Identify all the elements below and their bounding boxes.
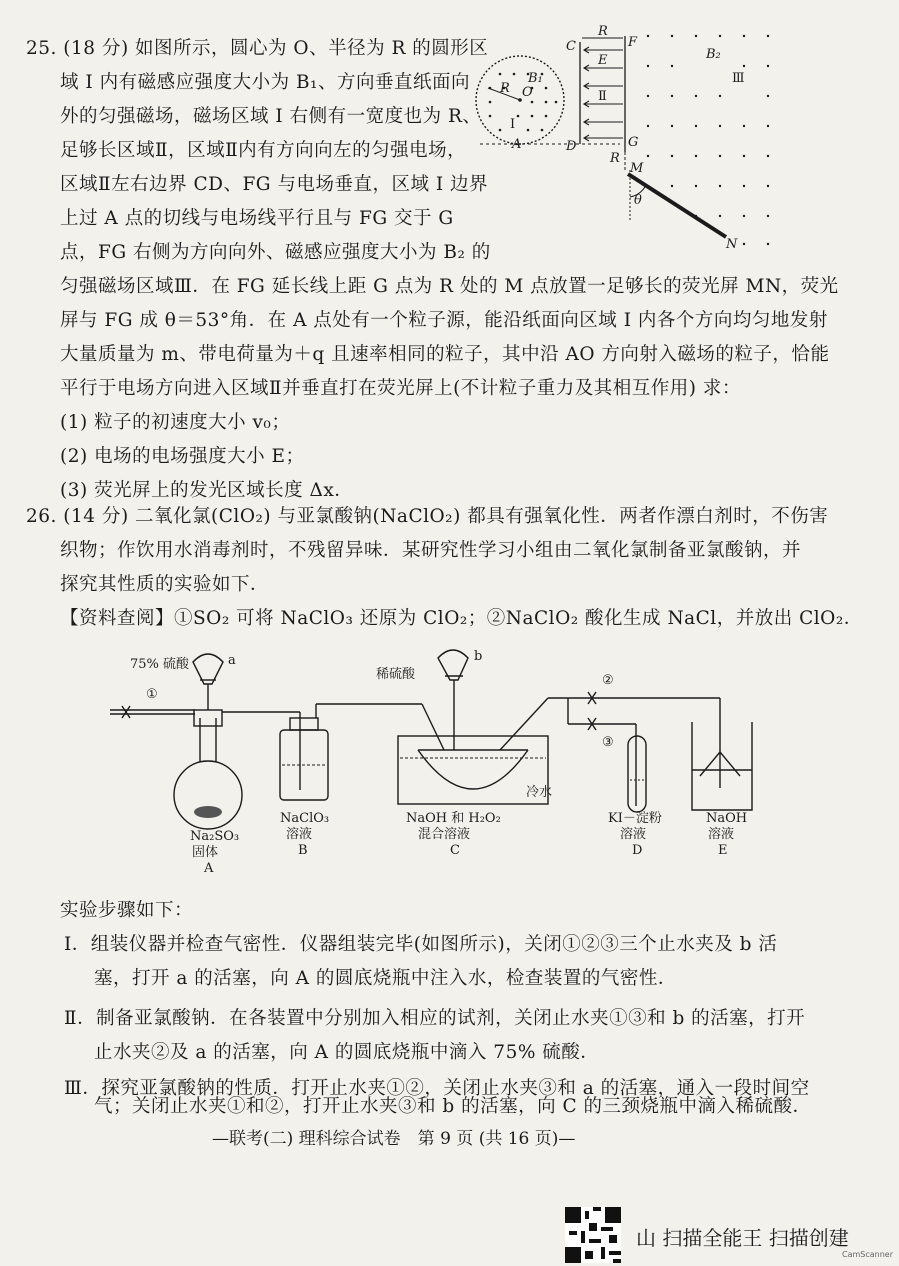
scanner-small: CamScanner <box>842 1250 894 1259</box>
step-line: Ⅱ．制备亚氯酸钠．在各装置中分别加入相应的试剂，关闭止水夹①③和 b 的活塞，打开 <box>64 1008 806 1029</box>
svg-text:F: F <box>628 35 638 50</box>
region-i-field-dots <box>489 73 558 132</box>
q25-line: 域 I 内有磁感应强度大小为 B₁、方向垂直纸面向 <box>60 72 470 93</box>
svg-text:冷水: 冷水 <box>526 785 553 800</box>
q26-line: 织物；作饮用水消毒剂时，不残留异味．某研究性学习小组由二氧化氯制备亚氯酸钠，并 <box>60 540 802 561</box>
svg-text:O: O <box>522 85 533 100</box>
svg-text:b: b <box>474 649 483 664</box>
svg-text:75% 硫酸: 75% 硫酸 <box>130 657 190 672</box>
svg-text:固体: 固体 <box>192 845 219 860</box>
svg-text:Na₂SO₃: Na₂SO₃ <box>190 829 240 844</box>
q26-reference: 【资料查阅】①SO₂ 可将 NaClO₃ 还原为 ClO₂；②NaClO₂ 酸化生成 NaCl，并放出 ClO₂． <box>60 608 863 629</box>
svg-text:KI－淀粉: KI－淀粉 <box>608 811 662 826</box>
svg-text:③: ③ <box>602 735 614 750</box>
q25-line: 匀强磁场区域Ⅲ．在 FG 延长线上距 G 点为 R 处的 M 点放置一足够长的荧光屏 MN，荧光 <box>60 276 839 297</box>
step-line: 塞，打开 a 的活塞，向 A 的圆底烧瓶中注入水，检查装置的气密性． <box>94 968 677 989</box>
q25-line: 屏与 FG 成 θ＝53°角．在 A 点处有一个粒子源，能沿纸面向区域 I 内各个方向均匀地发射 <box>60 310 828 331</box>
region-iii-field-dots <box>647 35 769 245</box>
svg-text:D: D <box>632 843 643 858</box>
steps-title: 实验步骤如下： <box>60 900 194 921</box>
svg-text:R: R <box>598 24 608 39</box>
step-line: 气；关闭止水夹①和②，打开止水夹③和 b 的活塞，向 C 的三颈烧瓶中滴入稀硫酸． <box>94 1096 812 1117</box>
q25-line: 平行于电场方向进入区域Ⅱ并垂直打在荧光屏上(不计粒子重力及其相互作用) 求： <box>60 378 741 399</box>
svg-text:C: C <box>450 843 460 858</box>
step-line: Ⅰ．组装仪器并检查气密性．仪器组装完毕(如图所示)，关闭①②③三个止水夹及 b 活 <box>64 934 778 955</box>
svg-text:N: N <box>726 237 738 252</box>
svg-text:Ⅱ: Ⅱ <box>598 89 607 104</box>
svg-text:E: E <box>598 53 608 68</box>
svg-text:θ: θ <box>634 193 642 208</box>
svg-text:混合溶液: 混合溶液 <box>418 827 471 842</box>
svg-text:稀硫酸: 稀硫酸 <box>376 667 416 682</box>
svg-text:C: C <box>566 39 576 54</box>
svg-text:溶液: 溶液 <box>708 827 735 842</box>
svg-text:NaClO₃: NaClO₃ <box>280 811 330 826</box>
svg-text:溶液: 溶液 <box>620 827 647 842</box>
q25-subquestion: (2) 电场的电场强度大小 E； <box>60 446 305 467</box>
svg-text:A: A <box>204 861 214 876</box>
svg-text:B: B <box>298 843 308 858</box>
svg-text:①: ① <box>146 687 158 702</box>
page-footer: —联考(二) 理科综合试卷 第 9 页 (共 16 页)— <box>212 1129 576 1149</box>
q25-subquestion: (3) 荧光屏上的发光区域长度 Δx． <box>60 480 354 501</box>
svg-text:Ⅲ: Ⅲ <box>732 71 745 86</box>
q25-line: 外的匀强磁场，磁场区域 I 右侧有一宽度也为 R、 <box>60 106 482 127</box>
q26-line: 探究其性质的实验如下． <box>60 574 270 595</box>
svg-text:R: R <box>500 81 510 96</box>
q26-apparatus-figure <box>100 640 780 880</box>
qr-code-icon <box>565 1207 621 1263</box>
svg-text:a: a <box>228 653 236 668</box>
q25-line: 点，FG 右侧为方向向外、磁感应强度大小为 B₂ 的 <box>60 242 491 263</box>
svg-text:A: A <box>512 137 522 152</box>
svg-text:D: D <box>566 139 577 154</box>
svg-text:NaOH 和 H₂O₂: NaOH 和 H₂O₂ <box>406 811 501 826</box>
q25-line: 足够长区域Ⅱ，区域Ⅱ内有方向向左的匀强电场， <box>60 140 467 161</box>
q25-subquestion: (1) 粒子的初速度大小 v₀； <box>60 412 291 433</box>
svg-text:B₂: B₂ <box>706 47 721 62</box>
svg-text:Ⅰ: Ⅰ <box>510 117 516 132</box>
step-line: Ⅲ．探究亚氯酸钠的性质．打开止水夹①②，关闭止水夹③和 a 的活塞，通入一段时间空 <box>64 1078 810 1099</box>
q25-line: 25. (18 分) 如图所示，圆心为 O、半径为 R 的圆形区 <box>26 38 489 59</box>
svg-text:R: R <box>610 151 620 166</box>
q25-figure <box>470 22 800 252</box>
svg-text:NaOH: NaOH <box>706 811 748 826</box>
svg-text:G: G <box>628 135 639 150</box>
svg-text:溶液: 溶液 <box>286 827 313 842</box>
q25-line: 上过 A 点的切线与电场线平行且与 FG 交于 G <box>60 208 454 229</box>
svg-text:M: M <box>630 161 644 176</box>
q25-line: 区域Ⅱ左右边界 CD、FG 与电场垂直，区域 I 边界 <box>60 174 489 195</box>
svg-text:②: ② <box>602 673 614 688</box>
svg-text:B₁: B₁ <box>528 71 543 86</box>
q25-line: 大量质量为 m、带电荷量为＋q 且速率相同的粒子，其中沿 AO 方向射入磁场的粒子，恰能 <box>60 344 830 365</box>
scanner-brand: 山 扫描全能王 扫描创建 <box>636 1226 849 1250</box>
q26-line: 26. (14 分) 二氧化氯(ClO₂) 与亚氯酸钠(NaClO₂) 都具有强氧化性．两者作漂白剂时，不伤害 <box>26 506 829 527</box>
step-line: 止水夹②及 a 的活塞，向 A 的圆底烧瓶中滴入 75% 硫酸． <box>94 1042 600 1063</box>
svg-text:E: E <box>718 843 728 858</box>
